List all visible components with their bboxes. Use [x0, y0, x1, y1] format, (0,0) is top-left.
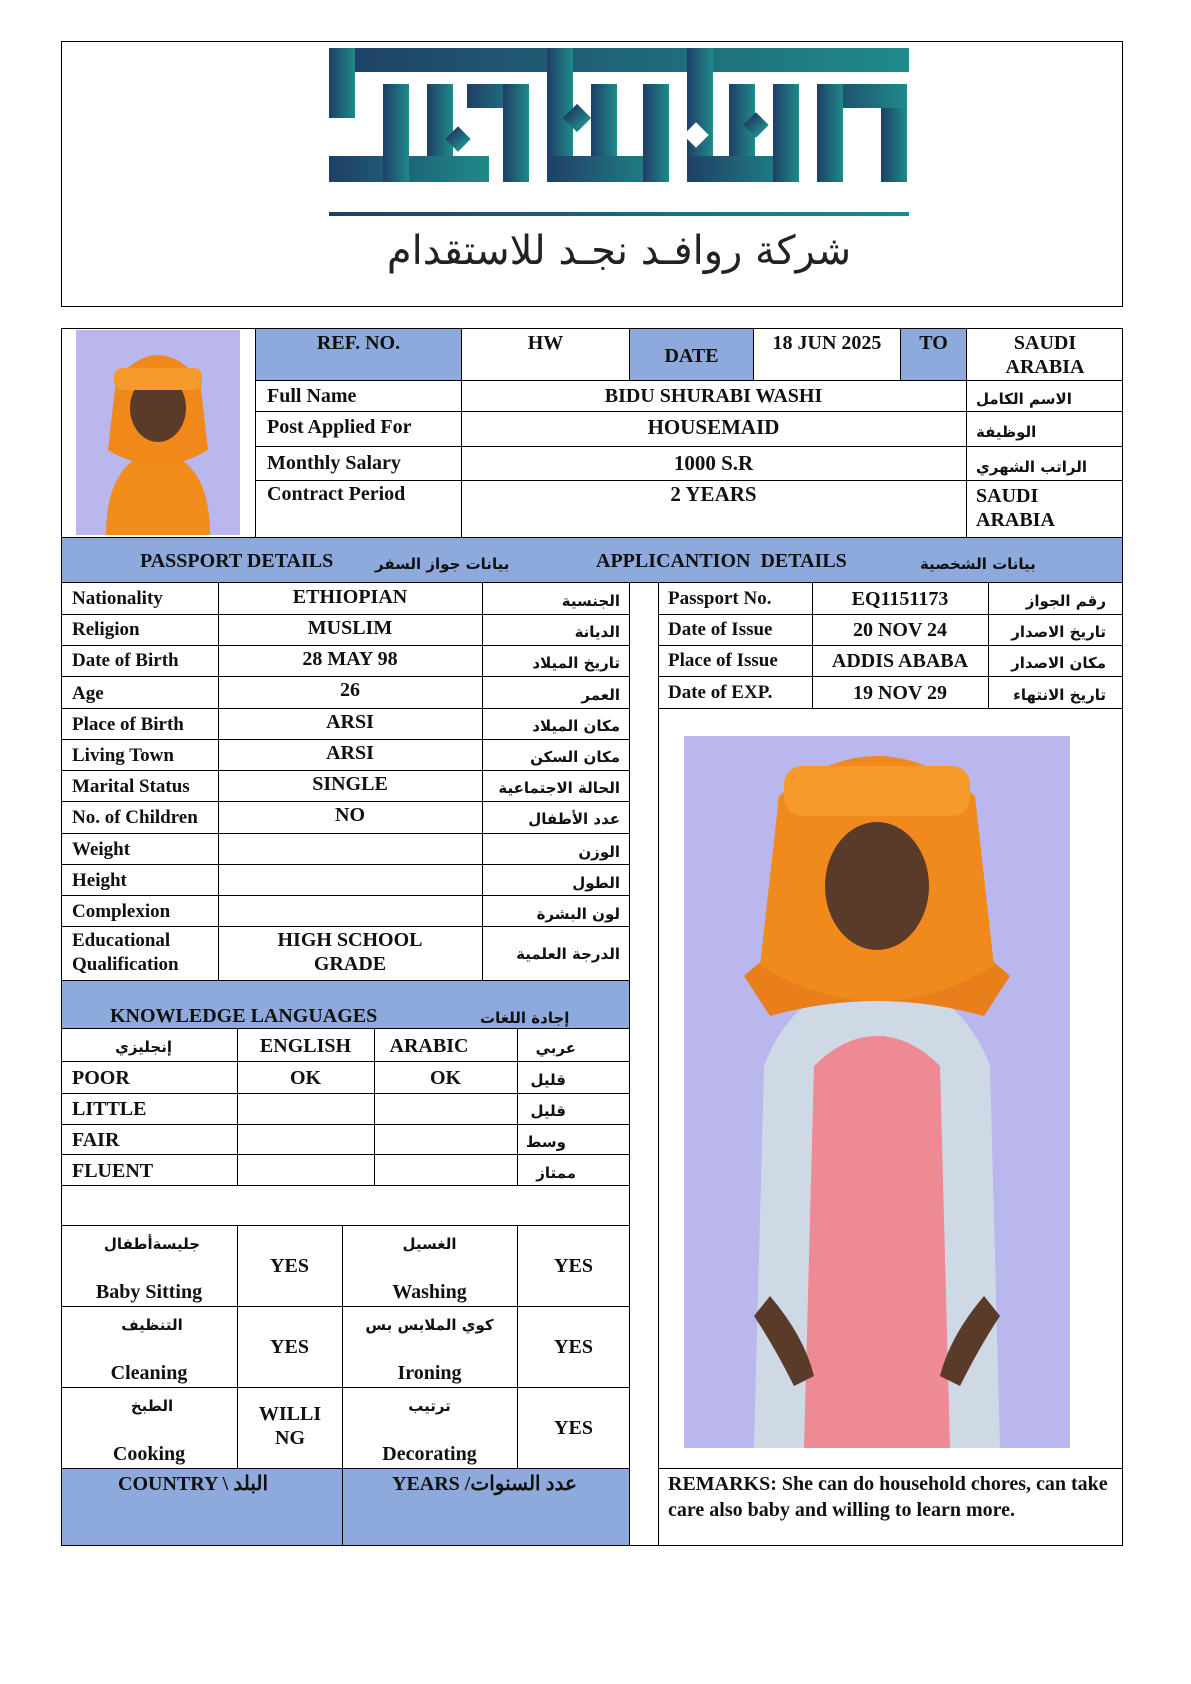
brand-arabic-text: شركة روافـد نجـد للاستقدام	[386, 228, 852, 274]
lang-head-english: ENGLISH	[259, 1035, 352, 1057]
skill-baby-sitting: Baby Sitting	[95, 1281, 203, 1303]
skill-ironing-value: YES	[554, 1336, 593, 1358]
skill-washing-ar: الغسيل	[402, 1235, 457, 1253]
weight-label: Weight	[72, 839, 131, 860]
languages-heading-ar: إجادة اللغات	[480, 1009, 570, 1027]
remarks-text: REMARKS: She can do household chores, can take care also baby and willing to learn more.	[668, 1473, 1108, 1521]
passport-no-ar: رقم الجواز	[1025, 592, 1106, 610]
to-value: SAUDI ARABIA	[1005, 332, 1085, 378]
nationality-value: ETHIOPIAN	[292, 586, 408, 608]
applicant-photo-large	[684, 736, 1070, 1448]
skill-cleaning-ar: التنظيف	[121, 1316, 183, 1334]
lang-head-ar-left: إنجليزي	[115, 1038, 172, 1056]
marital-status-ar: الحالة الاجتماعية	[498, 779, 620, 797]
marital-status-value: SINGLE	[312, 773, 388, 795]
complexion-label: Complexion	[72, 901, 171, 922]
skill-cooking-ar: الطبخ	[130, 1397, 174, 1415]
lang-ar-little: قليل	[530, 1102, 566, 1120]
place-of-birth-value: ARSI	[326, 711, 374, 733]
skill-washing-value: YES	[554, 1255, 593, 1277]
dob-ar: تاريخ الميلاد	[532, 654, 620, 672]
weight-ar: الوزن	[578, 843, 620, 861]
skill-ironing-ar: كوي الملابس بس	[365, 1316, 494, 1334]
living-town-label: Living Town	[72, 745, 174, 766]
living-town-value: ARSI	[326, 742, 374, 764]
place-of-birth-ar: مكان الميلاد	[532, 717, 620, 735]
to-label: TO	[919, 332, 948, 354]
passport-no-label: Passport No.	[668, 588, 772, 609]
skill-cleaning-value: YES	[270, 1336, 309, 1358]
nationality-ar: الجنسية	[561, 592, 620, 610]
passport-no-value: EQ1151173	[851, 588, 949, 610]
date-of-exp-ar: تاريخ الانتهاء	[1013, 686, 1106, 704]
education-value: HIGH SCHOOL GRADE	[277, 929, 423, 975]
lang-ar-fair: وسط	[525, 1133, 566, 1151]
skill-cleaning: Cleaning	[110, 1362, 188, 1384]
contract-period-value: 2 YEARS	[670, 482, 757, 506]
date-of-exp-value: 19 NOV 29	[852, 682, 948, 704]
date-label: DATE	[664, 345, 719, 367]
place-of-issue-label: Place of Issue	[668, 650, 778, 671]
lang-arabic-poor: OK	[429, 1067, 462, 1089]
children-ar: عدد الأطفال	[528, 810, 620, 828]
full-name-value: BIDU SHURABI WASHI	[604, 385, 823, 407]
lang-level-poor: POOR	[72, 1067, 130, 1089]
skill-decorating-ar: ترتيب	[408, 1397, 451, 1415]
lang-ar-fluent: ممتاز	[536, 1164, 576, 1182]
place-of-birth-label: Place of Birth	[72, 714, 184, 735]
religion-label: Religion	[72, 619, 140, 640]
education-ar: الدرجة العلمية	[516, 945, 620, 963]
age-label: Age	[72, 683, 104, 704]
header-box	[61, 41, 1123, 307]
languages-heading: KNOWLEDGE LANGUAGES	[110, 1005, 378, 1027]
person-full-image	[684, 736, 1070, 1448]
place-of-issue-ar: مكان الاصدار	[1011, 654, 1106, 672]
date-of-issue-label: Date of Issue	[668, 619, 773, 640]
skill-washing: Washing	[392, 1281, 467, 1303]
post-applied-label: Post Applied For	[267, 416, 412, 438]
person-portrait-image	[76, 330, 240, 535]
skill-baby-sitting-value: YES	[270, 1255, 309, 1277]
dob-label: Date of Birth	[72, 650, 179, 671]
skill-baby-sitting-ar: جليسةأطفال	[103, 1235, 201, 1253]
skill-ironing: Ironing	[397, 1362, 462, 1384]
date-of-issue-ar: تاريخ الاصدار	[1011, 623, 1106, 641]
lang-head-arabic: ARABIC	[389, 1035, 469, 1057]
lang-level-little: LITTLE	[72, 1098, 147, 1120]
skill-decorating-value: YES	[554, 1417, 593, 1439]
height-ar: الطول	[572, 874, 620, 892]
skill-cooking: Cooking	[112, 1443, 186, 1465]
full-name-label: Full Name	[267, 385, 357, 407]
application-details-heading: APPLICANTION DETAILS	[596, 550, 847, 572]
date-value: 18 JUN 2025	[772, 332, 882, 354]
skill-decorating: Decorating	[382, 1443, 477, 1465]
post-applied-value: HOUSEMAID	[647, 415, 780, 439]
applicant-photo-small	[76, 330, 240, 535]
country-label: COUNTRY \ البلد	[118, 1473, 269, 1495]
height-label: Height	[72, 870, 127, 891]
lang-level-fluent: FLUENT	[72, 1160, 154, 1182]
company-logo	[267, 46, 923, 276]
date-of-exp-label: Date of EXP.	[668, 682, 773, 703]
ref-no-value: HW	[527, 332, 564, 354]
lang-head-ar-right: عربي	[535, 1039, 576, 1057]
lang-level-fair: FAIR	[72, 1129, 120, 1151]
years-label: YEARS /عدد السنوات	[392, 1473, 577, 1495]
contract-period-label: Contract Period	[267, 483, 406, 505]
children-label: No. of Children	[72, 807, 198, 828]
monthly-salary-ar: الراتب الشهري	[976, 458, 1087, 476]
lang-english-poor: OK	[289, 1067, 322, 1089]
monthly-salary-label: Monthly Salary	[267, 452, 401, 474]
nationality-label: Nationality	[72, 588, 163, 609]
religion-value: MUSLIM	[307, 617, 393, 639]
passport-details-ar: بيانات جواز السفر	[375, 555, 510, 573]
full-name-ar: الاسم الكامل	[976, 390, 1072, 408]
age-value: 26	[340, 679, 360, 701]
skill-cooking-value: WILLI NG	[258, 1403, 322, 1449]
place-of-issue-value: ADDIS ABABA	[831, 650, 969, 672]
religion-ar: الديانة	[574, 623, 620, 641]
date-of-issue-value: 20 NOV 24	[852, 619, 948, 641]
post-applied-ar: الوظيفة	[976, 423, 1037, 441]
age-ar: العمر	[581, 686, 620, 704]
ref-no-label: REF. NO.	[316, 332, 401, 354]
application-details-ar: بيانات الشخصية	[920, 555, 1036, 573]
lang-ar-poor: قليل	[530, 1071, 566, 1089]
dob-value: 28 MAY 98	[302, 648, 398, 670]
living-town-ar: مكان السكن	[530, 748, 620, 766]
education-label: Educational Qualification	[72, 930, 179, 975]
complexion-ar: لون البشرة	[536, 905, 620, 923]
monthly-salary-value: 1000 S.R	[673, 451, 754, 475]
marital-status-label: Marital Status	[72, 776, 190, 797]
contract-period-country: SAUDI ARABIA	[976, 485, 1055, 531]
passport-details-heading: PASSPORT DETAILS	[140, 550, 334, 572]
children-value: NO	[335, 804, 365, 826]
